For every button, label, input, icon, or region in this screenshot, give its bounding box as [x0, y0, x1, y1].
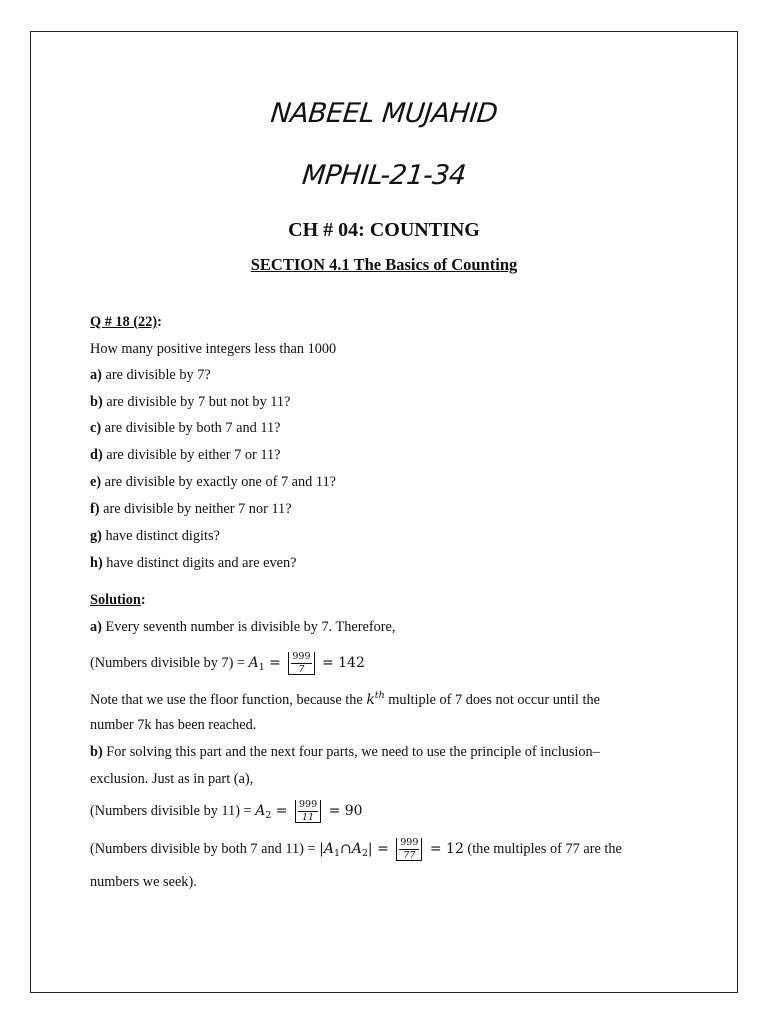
note-line-1: [90, 690, 600, 709]
eq2-denominator: 11: [302, 811, 315, 823]
solution-a-text: Every seventh number is divisible by 7. Therefore,: [101, 619, 396, 635]
question-part-a: [90, 367, 211, 384]
solution-b-key: b): [90, 744, 103, 760]
eq1-floor: [288, 652, 314, 675]
eq2-floor: [295, 800, 321, 823]
question-label: Q # 18 (22): [90, 314, 158, 330]
eq2-numerator: 999: [299, 799, 318, 810]
part-text: are divisible by 7?: [101, 367, 211, 383]
eq2-var: $A_2$: [255, 802, 272, 821]
question-label-line: [90, 314, 162, 331]
part-text: are divisible by either 7 or 11?: [102, 447, 281, 463]
part-key: b): [90, 394, 103, 410]
roll-number: MPHIL-21-34: [300, 160, 468, 191]
eq3-result: = 12: [425, 840, 464, 857]
eq3-set: $|A_1\cap A_2|$: [319, 840, 373, 859]
note-line-2: number 7k has been reached.: [90, 717, 257, 733]
part-key: d): [90, 447, 103, 463]
section-title: SECTION 4.1 The Basics of Counting: [250, 255, 518, 274]
equation-intersection: [90, 838, 622, 861]
eq3-denominator: 77: [403, 849, 416, 861]
eq1-numerator: 999: [292, 651, 311, 662]
part-key: g): [90, 528, 102, 544]
part-key: e): [90, 474, 102, 490]
part-text: have distinct digits?: [101, 528, 220, 544]
eq2-result: = 90: [324, 802, 363, 819]
question-label-colon: :: [157, 314, 162, 330]
question-part-h: [90, 555, 296, 572]
solution-label-colon: :: [140, 592, 146, 608]
eq2-equals: =: [271, 802, 292, 819]
eq3-numerator: 999: [400, 837, 419, 848]
solution-b-text: For solving this part and the next four parts, we need to use the principle of inclusion–: [102, 744, 600, 760]
equation-a2: [90, 800, 363, 823]
eq3-continuation: numbers we seek).: [90, 874, 197, 890]
question-intro: How many positive integers less than 1000: [90, 341, 337, 357]
equation-a1: [90, 652, 365, 675]
eq3-equals: =: [372, 840, 394, 857]
part-key: c): [90, 420, 102, 436]
part-text: have distinct digits and are even?: [102, 555, 297, 571]
eq1-var: $A_1$: [248, 654, 265, 673]
part-key: f): [90, 501, 100, 517]
question-part-d: [90, 447, 280, 464]
solution-label: Solution: [90, 592, 141, 608]
question-part-c: [90, 420, 280, 437]
eq3-floor: [396, 838, 422, 861]
solution-b-line-2: exclusion. Just as in part (a),: [90, 771, 254, 787]
part-key: a): [90, 367, 102, 383]
part-text: are divisible by 7 but not by 11?: [102, 394, 291, 410]
part-text: are divisible by neither 7 nor 11?: [99, 501, 292, 517]
eq3-prefix: (Numbers divisible by both 7 and 11) =: [90, 840, 320, 857]
note-text-a: Note that we use the floor function, because the: [90, 692, 367, 708]
question-part-f: [90, 501, 292, 518]
chapter-title: CH # 04: COUNTING: [288, 219, 480, 241]
part-text: are divisible by both 7 and 11?: [101, 420, 281, 436]
solution-b-line: [90, 744, 600, 761]
part-key: h): [90, 555, 103, 571]
solution-a-key: a): [90, 619, 102, 635]
eq2-prefix: (Numbers divisible by 11) =: [90, 802, 256, 819]
eq1-denominator: 7: [298, 663, 305, 675]
note-k: $k^{th}$: [366, 690, 385, 708]
eq3-suffix: (the multiples of 77 are the: [463, 840, 622, 857]
question-part-b: [90, 394, 290, 411]
eq1-prefix: (Numbers divisible by 7) =: [90, 654, 249, 671]
part-text: are divisible by exactly one of 7 and 11?: [101, 474, 337, 490]
note-text-b: multiple of 7 does not occur until the: [384, 692, 600, 708]
solution-a-line: [90, 619, 395, 636]
solution-label-line: [90, 592, 146, 609]
question-part-g: [90, 528, 220, 545]
question-part-e: [90, 474, 336, 491]
author-name: NABEEL MUJAHID: [269, 98, 499, 129]
eq1-result: = 142: [317, 654, 365, 671]
eq1-equals: =: [264, 654, 286, 671]
